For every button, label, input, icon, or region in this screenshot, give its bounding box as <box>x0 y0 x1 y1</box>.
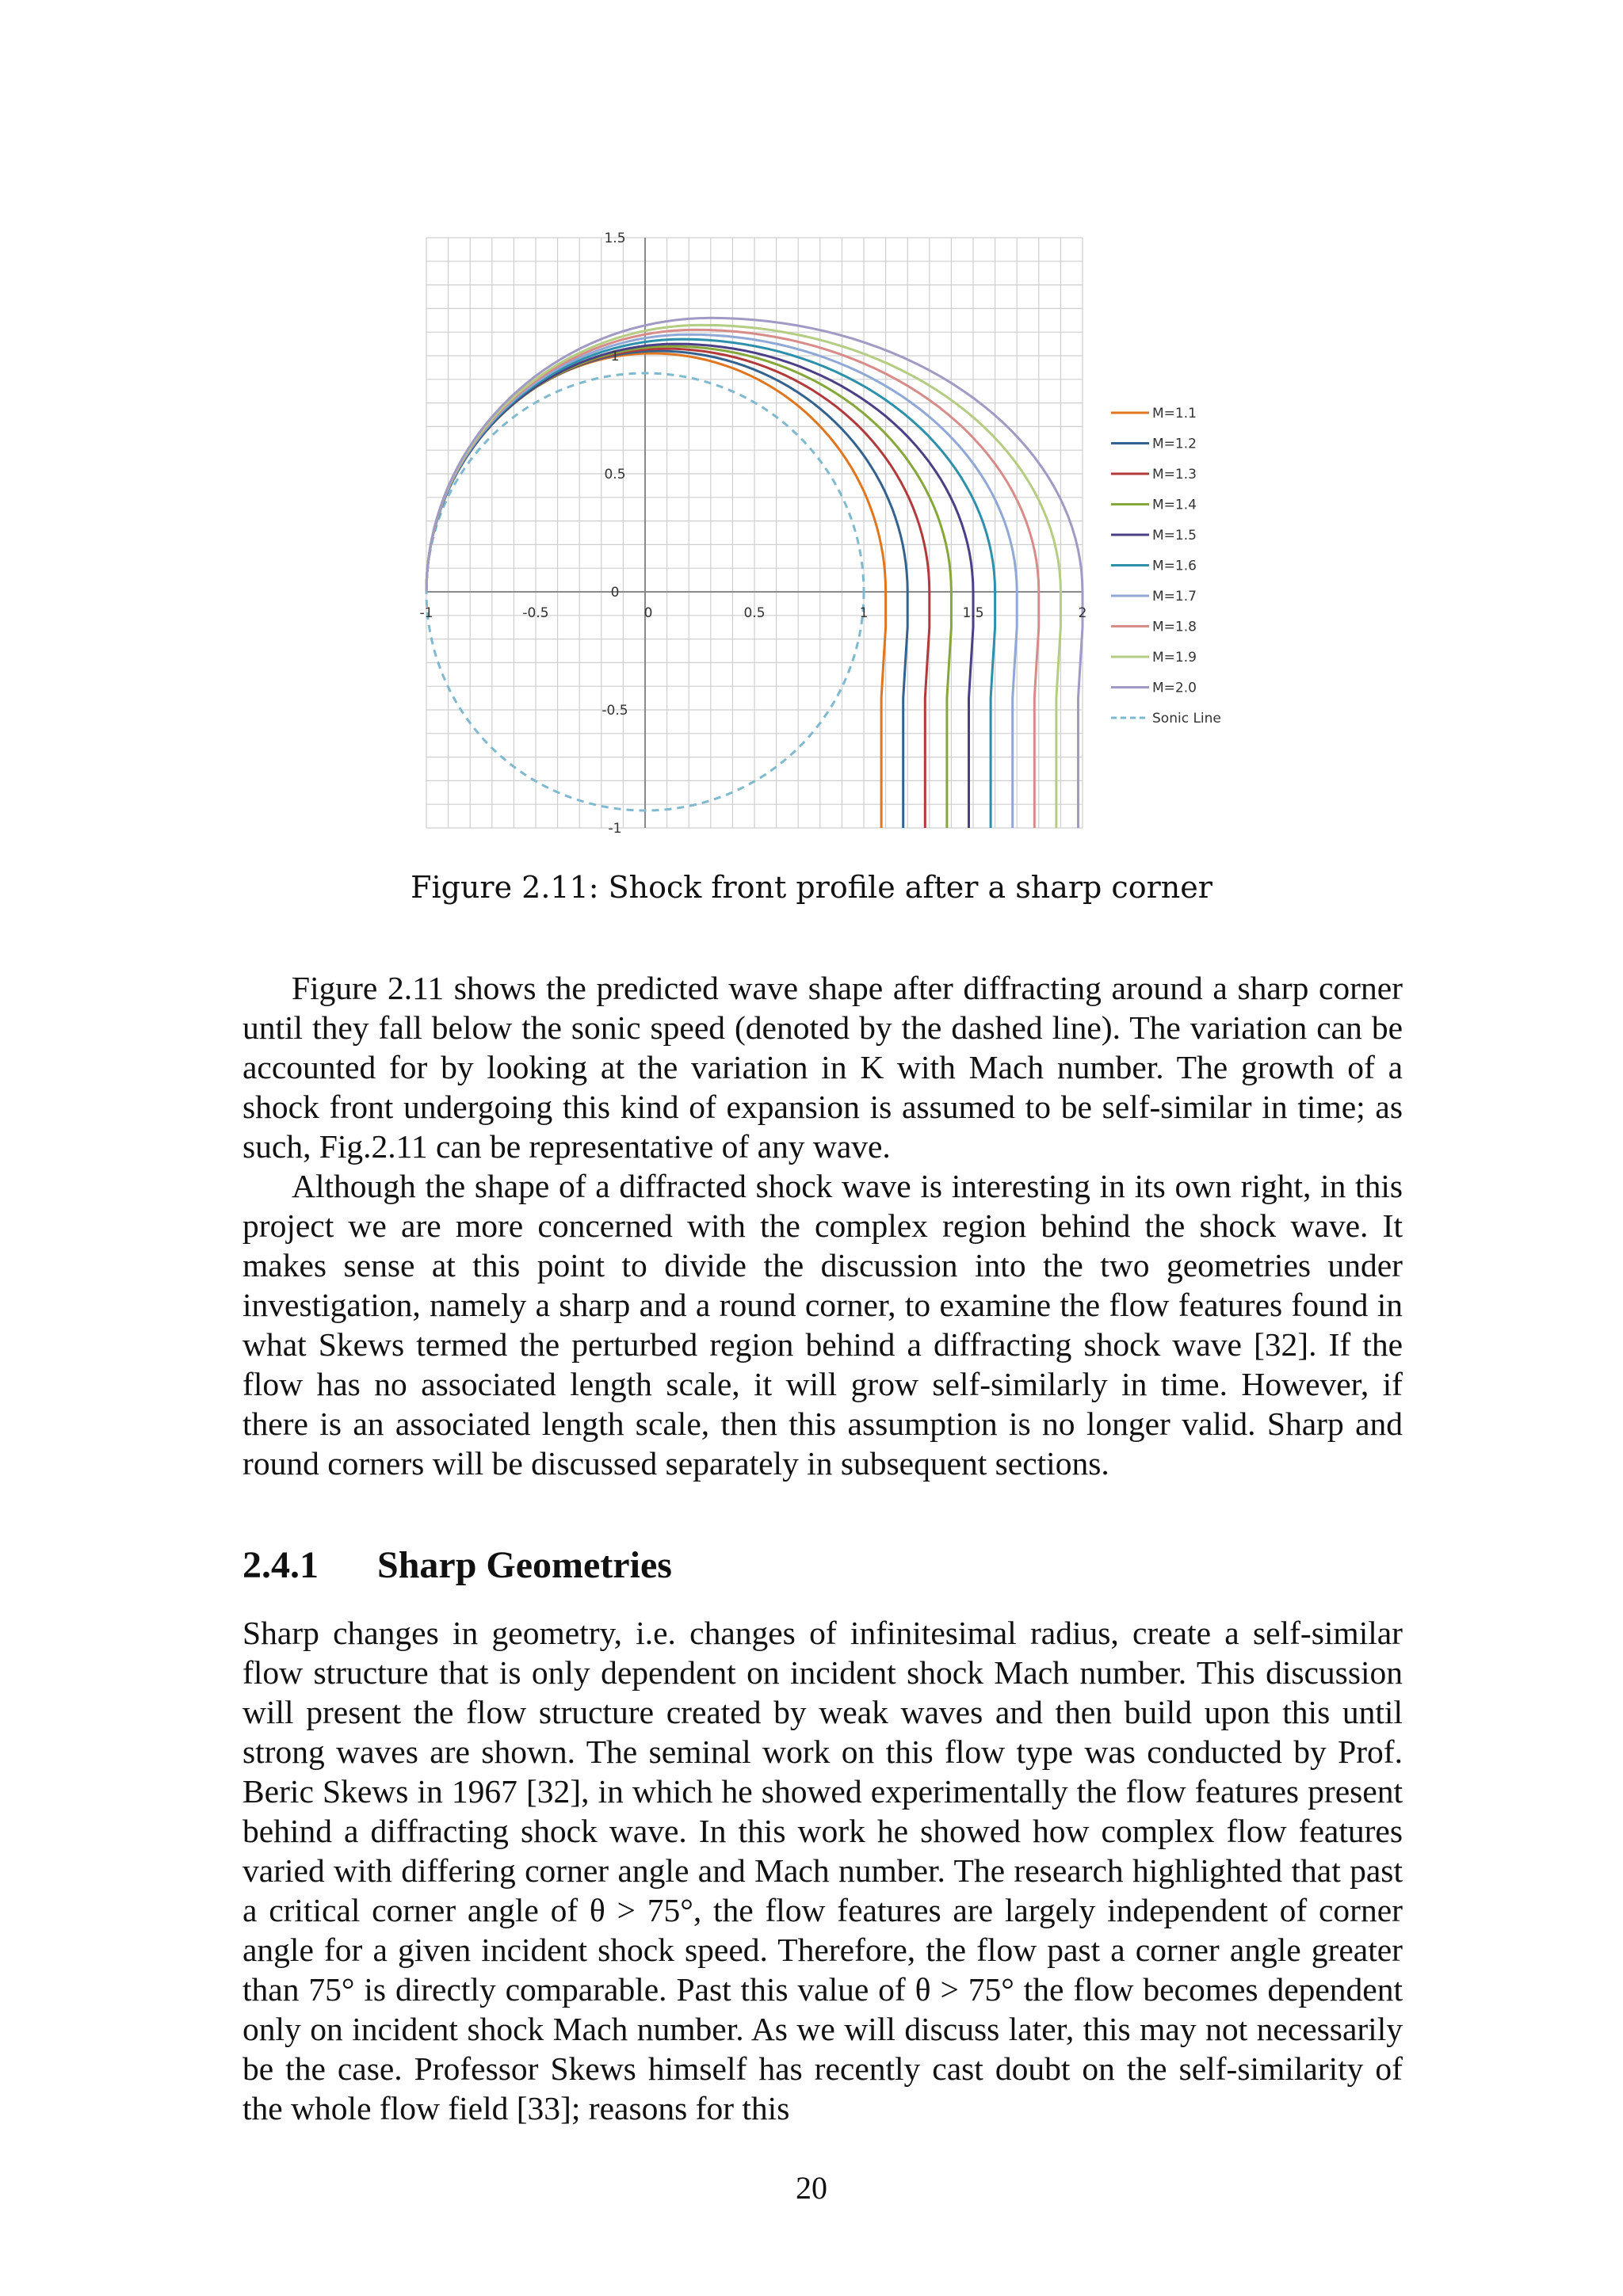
legend-label: M=1.4 <box>1152 497 1197 513</box>
legend-label: M=2.0 <box>1152 680 1197 696</box>
legend-label: M=1.2 <box>1152 436 1197 452</box>
series-m-1-5 <box>426 344 973 828</box>
x-tick-label: 0.5 <box>743 605 766 621</box>
series-m-1-9 <box>426 325 1060 828</box>
x-tick-label: -0.5 <box>522 605 549 621</box>
chart-grid <box>426 238 1083 828</box>
figure-caption: Figure 2.11: Shock front profile after a sharp corner <box>411 870 1212 905</box>
y-tick-label: -0.5 <box>601 703 628 719</box>
x-tick-label: 0 <box>643 605 653 621</box>
section-number: 2.4.1 <box>242 1544 319 1586</box>
paragraph-1: Figure 2.11 shows the predicted wave shape after diffracting around a sharp corner until they fall below the sonic speed (denoted by the dashed line). The variation can be accounted for by looking at the variation in K with Mach number. The growth of a shock front undergoing this kind of expansion is assumed to be self-similar in time; as such, Fig.2.11 can be representative of any wave. <box>242 970 1403 1165</box>
y-tick-label: -1 <box>608 821 622 837</box>
page-number: 20 <box>796 2170 827 2206</box>
legend-label: M=1.5 <box>1152 528 1197 543</box>
section-heading <box>242 1543 672 1587</box>
legend-label: M=1.3 <box>1152 467 1197 482</box>
x-tick-label: 1 <box>859 605 869 621</box>
shock-front-chart <box>0 0 1623 856</box>
body-text-top <box>242 968 1403 1483</box>
x-tick-label: -1 <box>419 605 433 621</box>
legend-label: Sonic Line <box>1152 711 1221 727</box>
legend-label: M=1.9 <box>1152 650 1197 666</box>
y-tick-label: 0 <box>610 585 620 601</box>
paragraph-2: Although the shape of a diffracted shock wave is interesting in its own right, in this project we are more concerned with the complex region behind the shock wave. It makes sense at this point to divide the discussion into the two geometries under investigation, namely a sharp and a round corner, to examine the flow features found in what Skews termed the perturbed region behind a diffracting shock wave [32]. If the flow has no associated length scale, it will grow self-similarly in time. However, if there is an associated length scale, then this assumption is no longer valid. Sharp and round corners will be discussed separately in subsequent sections. <box>242 1168 1403 1482</box>
legend-label: M=1.1 <box>1152 406 1197 421</box>
legend-label: M=1.7 <box>1152 589 1197 605</box>
legend-label: M=1.8 <box>1152 619 1197 635</box>
y-tick-label: 1.5 <box>604 231 626 246</box>
x-tick-label: 2 <box>1078 605 1087 621</box>
section-title: Sharp Geometries <box>377 1544 672 1586</box>
y-tick-label: 0.5 <box>604 467 626 482</box>
paragraph-3: Sharp changes in geometry, i.e. changes of infinitesimal radius, create a self-similar flow structure that is only dependent on incident shock Mach number. This discussion will present the flow structure created by weak waves and then build upon this until strong waves are shown. The seminal work on this flow type was conducted by Prof. Beric Skews in 1967 [32], in which he showed experimentally the flow features present behind a diffracting shock wave. In this work he showed how complex flow features varied with differing corner angle and Mach number. The research highlighted that past a critical corner angle of θ > 75°, the flow features are largely independent of corner angle for a given incident shock speed. Therefore, the flow past a corner angle greater than 75° is directly comparable. Past this value of θ > 75° the flow becomes dependent only on incident shock Mach number. As we will discuss later, this may not necessarily be the case. Professor Skews himself has recently cast doubt on the self-similarity of the whole flow field [33]; reasons for this <box>242 1615 1403 2126</box>
body-text-bottom <box>242 1613 1403 2128</box>
chart-legend <box>1111 406 1221 727</box>
legend-label: M=1.6 <box>1152 558 1197 574</box>
y-tick-label: 1 <box>610 349 620 364</box>
x-tick-label: 1.5 <box>962 605 984 621</box>
